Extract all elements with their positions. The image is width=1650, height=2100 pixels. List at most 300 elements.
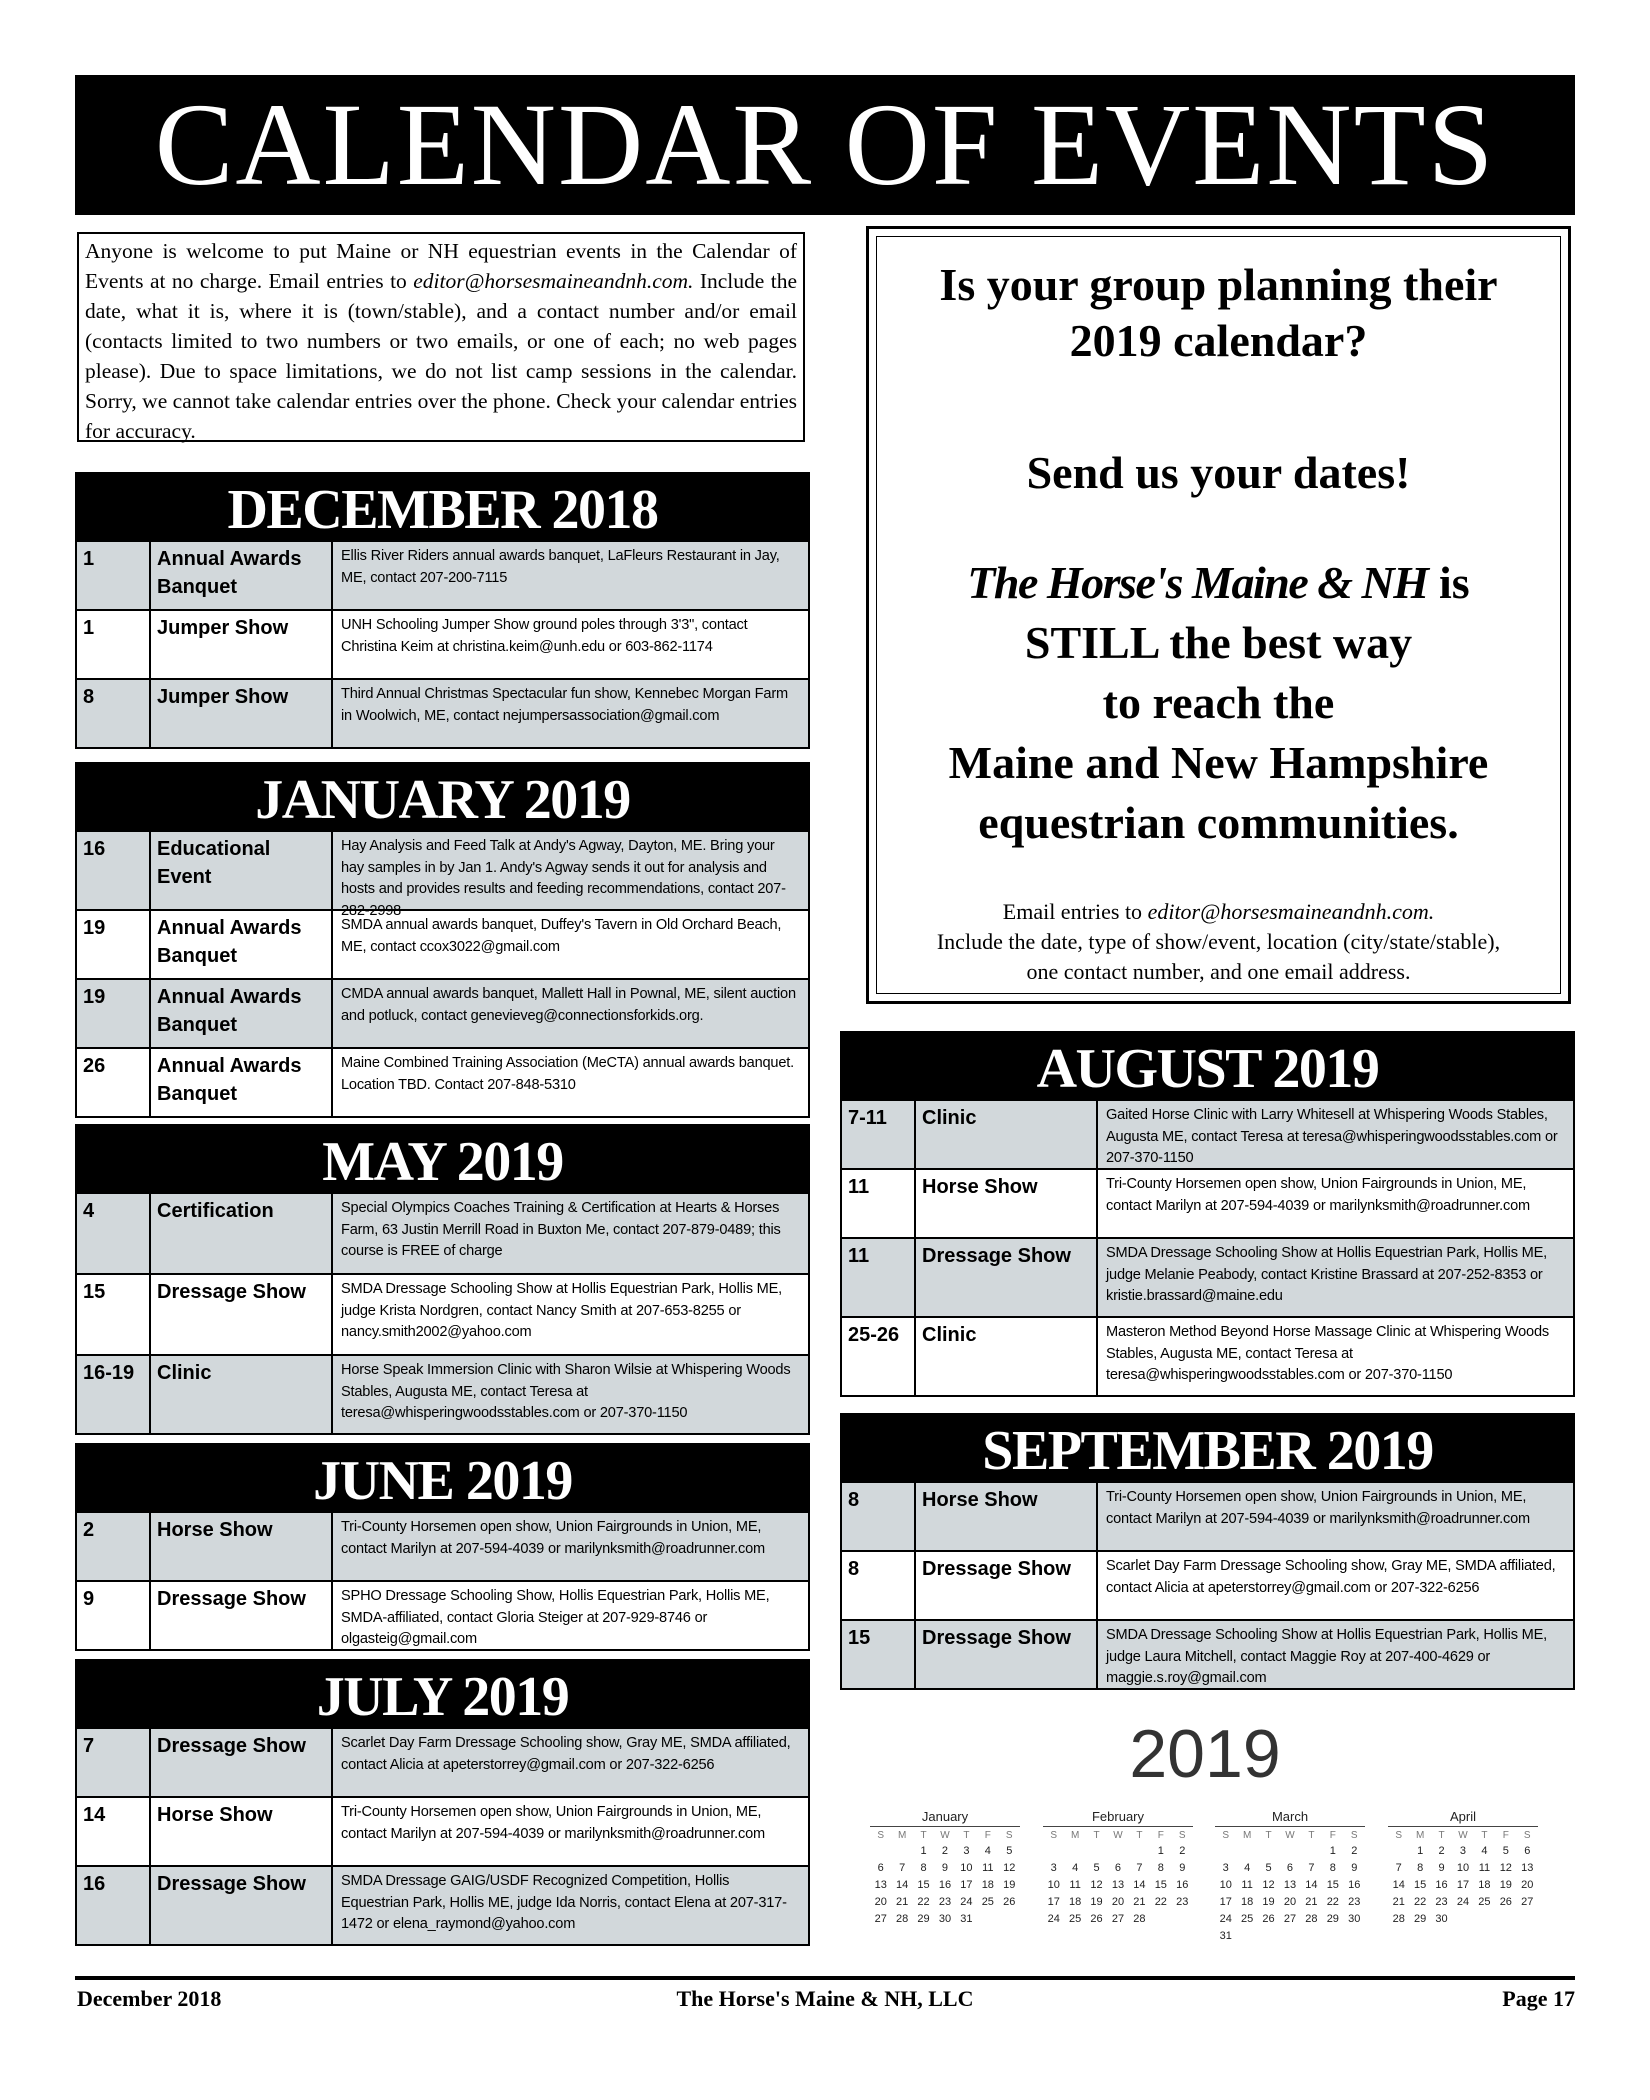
month-title: JUNE 2019 xyxy=(75,1443,810,1513)
calendar-day: 24 xyxy=(1219,1913,1232,1925)
calendar-day: 12 xyxy=(1090,1879,1103,1891)
intro-email[interactable]: editor@horsesmaineandnh.com. xyxy=(413,269,694,293)
month-title: JANUARY 2019 xyxy=(75,762,810,832)
calendar-day: 19 xyxy=(1262,1896,1275,1908)
month-title: DECEMBER 2018 xyxy=(75,472,810,542)
event-date: 19 xyxy=(77,911,151,978)
calendar-day: 14 xyxy=(1392,1879,1405,1891)
event-date: 7 xyxy=(77,1729,151,1796)
calendar-day: 6 xyxy=(1114,1862,1122,1874)
calendar-day: 16 xyxy=(1435,1879,1448,1891)
calendar-day: 4 xyxy=(984,1845,991,1857)
calendar-day: 6 xyxy=(1524,1845,1531,1857)
weekday-label: F xyxy=(1157,1830,1164,1841)
event-row xyxy=(77,1273,808,1354)
footer-date: December 2018 xyxy=(77,1986,222,2011)
mini-calendar-month-name: March xyxy=(1215,1808,1365,1827)
calendar-day xyxy=(1043,1843,1064,1860)
month-title: SEPTEMBER 2019 xyxy=(840,1413,1575,1483)
calendar-day: 12 xyxy=(1499,1862,1512,1874)
event-list xyxy=(75,832,810,1118)
calendar-day: 20 xyxy=(1111,1896,1125,1908)
intro-box xyxy=(77,232,805,442)
mini-calendar-month xyxy=(870,1808,1020,1928)
calendar-day: 8 xyxy=(1329,1862,1336,1874)
calendar-day: 23 xyxy=(938,1896,952,1908)
event-date: 4 xyxy=(77,1194,151,1273)
promo-body-line-5: equestrian communities. xyxy=(978,797,1459,848)
event-type: Horse Show xyxy=(151,1798,333,1865)
calendar-day: 20 xyxy=(874,1896,887,1908)
calendar-day xyxy=(1279,1843,1300,1860)
event-description: Maine Combined Training Association (MeCTA) annual awards banquet. Location TBD. Contact 207-848-5310 xyxy=(341,1055,794,1093)
event-date: 1 xyxy=(77,542,151,609)
event-description: UNH Schooling Jumper Show ground poles through 3'3", contact Christina Keim at christina.keim@unh.edu or 603-862-1174 xyxy=(341,617,748,655)
event-row xyxy=(77,909,808,978)
footer-rule xyxy=(75,1976,1575,1980)
calendar-day: 15 xyxy=(1414,1879,1427,1891)
calendar-day: 16 xyxy=(1176,1879,1189,1891)
weekday-label: F xyxy=(984,1830,991,1841)
event-row xyxy=(842,1550,1573,1619)
weekday-label: W xyxy=(1285,1830,1295,1841)
weekday-label: T xyxy=(1136,1830,1143,1841)
calendar-day: 27 xyxy=(1283,1913,1297,1925)
calendar-day: 6 xyxy=(877,1862,884,1874)
event-row xyxy=(842,1316,1573,1395)
weekday-label: T xyxy=(1093,1830,1100,1841)
calendar-day xyxy=(1107,1843,1128,1860)
mini-calendar-month xyxy=(1043,1808,1193,1928)
calendar-day: 29 xyxy=(917,1913,930,1925)
event-date: 15 xyxy=(842,1621,916,1688)
month-section xyxy=(75,1124,810,1435)
weekday-label: S xyxy=(1222,1830,1230,1841)
event-description: Horse Speak Immersion Clinic with Sharon Wilsie at Whispering Woods Stables, Augusta ME, contact Teresa at teresa@whisperingwoodsstables.com or 207-370-1150 xyxy=(341,1362,791,1421)
month-section xyxy=(75,472,810,749)
calendar-day xyxy=(1215,1843,1236,1860)
weekday-label: T xyxy=(1438,1830,1445,1841)
calendar-day: 3 xyxy=(1050,1862,1057,1874)
mini-calendar-month-name: January xyxy=(870,1808,1020,1827)
event-row xyxy=(77,609,808,678)
month-section xyxy=(840,1031,1575,1397)
calendar-day xyxy=(1452,1911,1473,1928)
promo-email[interactable]: editor@horsesmaineandnh.com. xyxy=(1147,899,1435,924)
calendar-day: 7 xyxy=(1308,1862,1315,1874)
calendar-day: 22 xyxy=(917,1896,930,1908)
calendar-day xyxy=(1517,1911,1538,1928)
calendar-day: 7 xyxy=(899,1862,906,1874)
calendar-day: 11 xyxy=(982,1862,994,1874)
event-type: Horse Show xyxy=(916,1170,1098,1237)
calendar-day: 4 xyxy=(1072,1862,1079,1874)
event-type: Dressage Show xyxy=(151,1275,333,1354)
calendar-day: 31 xyxy=(960,1913,973,1925)
event-row xyxy=(842,1168,1573,1237)
event-row xyxy=(77,542,808,609)
weekday-label: T xyxy=(1265,1830,1272,1841)
month-title: JULY 2019 xyxy=(75,1659,810,1729)
calendar-day: 24 xyxy=(1456,1896,1470,1908)
calendar-day: 2 xyxy=(1179,1845,1186,1857)
event-row xyxy=(77,1796,808,1865)
calendar-day: 4 xyxy=(1481,1845,1488,1857)
weekday-label: T xyxy=(1481,1830,1488,1841)
event-description: SMDA Dressage GAIG/USDF Recognized Competition, Hollis Equestrian Park, Hollis ME, judge Ida Norris, contact Elena at 207-317-1472 or elena_raymond@yahoo.com xyxy=(341,1873,787,1932)
event-date: 8 xyxy=(842,1483,916,1550)
event-description: Tri-County Horsemen open show, Union Fairgrounds in Union, ME, contact Marilyn at 207-594-4039 or marilynksmith@roadrunner.com xyxy=(1106,1489,1531,1527)
calendar-day: 9 xyxy=(1179,1862,1186,1874)
promo-heading xyxy=(877,257,1560,369)
calendar-day xyxy=(870,1843,891,1860)
calendar-day: 25 xyxy=(1241,1913,1254,1925)
calendar-day: 11 xyxy=(1069,1879,1081,1891)
publication-name: The Horse's Maine & NH xyxy=(967,557,1428,608)
weekday-label: T xyxy=(920,1830,927,1841)
calendar-day: 5 xyxy=(1093,1862,1100,1874)
calendar-day: 9 xyxy=(1438,1862,1445,1874)
calendar-day: 15 xyxy=(1326,1879,1339,1891)
event-date: 8 xyxy=(842,1552,916,1619)
calendar-day xyxy=(1344,1928,1365,1945)
event-type: Dressage Show xyxy=(916,1552,1098,1619)
event-date: 26 xyxy=(77,1049,151,1116)
calendar-day xyxy=(1388,1843,1409,1860)
calendar-day xyxy=(1258,1843,1279,1860)
calendar-day: 19 xyxy=(1499,1879,1512,1891)
event-type: Jumper Show xyxy=(151,680,333,747)
calendar-day: 29 xyxy=(1414,1913,1427,1925)
page-title: CALENDAR OF EVENTS xyxy=(75,75,1575,215)
calendar-day: 19 xyxy=(1003,1879,1016,1891)
promo-body-line-2: STILL the best way xyxy=(1024,617,1413,668)
event-date: 1 xyxy=(77,611,151,678)
calendar-day: 12 xyxy=(1003,1862,1016,1874)
event-date: 19 xyxy=(77,980,151,1047)
calendar-day: 28 xyxy=(1392,1913,1405,1925)
calendar-day: 24 xyxy=(1047,1913,1060,1925)
event-description: SMDA annual awards banquet, Duffey's Tavern in Old Orchard Beach, ME, contact ccox3022@gmail.com xyxy=(341,917,782,955)
promo-body xyxy=(877,553,1560,853)
calendar-day: 5 xyxy=(1502,1845,1509,1857)
promo-body-line-4: Maine and New Hampshire xyxy=(948,737,1489,788)
calendar-day: 12 xyxy=(1262,1879,1275,1891)
calendar-day: 21 xyxy=(896,1896,909,1908)
calendar-day: 23 xyxy=(1435,1896,1448,1908)
promo-footer-line-3: one contact number, and one email address. xyxy=(1026,959,1411,984)
event-row xyxy=(842,1237,1573,1316)
event-description: SMDA Dressage Schooling Show at Hollis Equestrian Park, Hollis ME, judge Laura Mitchell, contact Maggie Roy at 207-400-4629 or maggie.s.roy@gmail.com xyxy=(1106,1627,1548,1686)
mini-calendar-month-name: February xyxy=(1043,1808,1193,1827)
weekday-label: W xyxy=(1458,1830,1468,1841)
calendar-day: 17 xyxy=(960,1879,973,1891)
event-type: Jumper Show xyxy=(151,611,333,678)
calendar-day: 22 xyxy=(1414,1896,1427,1908)
calendar-day: 26 xyxy=(1262,1913,1275,1925)
calendar-day xyxy=(1474,1911,1495,1928)
event-row xyxy=(842,1619,1573,1688)
calendar-day: 27 xyxy=(1521,1896,1534,1908)
promo-send: Send us your dates! xyxy=(1026,447,1411,498)
calendar-day: 28 xyxy=(1133,1913,1146,1925)
calendar-day xyxy=(1301,1928,1322,1945)
calendar-day: 13 xyxy=(1521,1862,1534,1874)
weekday-label: S xyxy=(1395,1830,1403,1841)
calendar-day xyxy=(1301,1843,1322,1860)
calendar-day xyxy=(1279,1928,1300,1945)
month-section xyxy=(75,1659,810,1946)
weekday-label: M xyxy=(897,1830,907,1841)
event-date: 8 xyxy=(77,680,151,747)
weekday-label: W xyxy=(1113,1830,1123,1841)
event-row xyxy=(77,1354,808,1433)
weekday-label: S xyxy=(1005,1830,1013,1841)
event-list xyxy=(75,542,810,749)
calendar-day xyxy=(1495,1911,1516,1928)
calendar-day: 18 xyxy=(1069,1896,1082,1908)
event-row xyxy=(77,978,808,1047)
event-row xyxy=(842,1483,1573,1550)
calendar-day xyxy=(1236,1843,1257,1860)
promo-footer xyxy=(877,897,1560,987)
event-description: Gaited Horse Clinic with Larry Whitesell at Whispering Woods Stables, Augusta ME, contact Teresa at teresa@whisperingwoodsstables.com or 207-370-1150 xyxy=(1106,1107,1558,1166)
event-description: Hay Analysis and Feed Talk at Andy's Agway, Dayton, ME. Bring your hay samples in by Jan 1. Andy's Agway sends it out for analysis and hosts and provides results and feeding recommendations, contact 207-282-2998 xyxy=(341,838,786,919)
event-description: Scarlet Day Farm Dressage Schooling show, Gray ME, SMDA affiliated, contact Alicia at apeterstorrey@gmail.com or 207-322-6256 xyxy=(1106,1558,1556,1596)
event-date: 2 xyxy=(77,1513,151,1580)
calendar-day: 29 xyxy=(1326,1913,1339,1925)
event-row xyxy=(77,1580,808,1649)
calendar-day: 2 xyxy=(941,1845,949,1857)
event-description: Tri-County Horsemen open show, Union Fairgrounds in Union, ME, contact Marilyn at 207-594-4039 or marilynksmith@roadrunner.com xyxy=(1106,1176,1531,1214)
calendar-day: 5 xyxy=(1265,1862,1272,1874)
calendar-day: 9 xyxy=(1351,1862,1358,1874)
calendar-day: 14 xyxy=(896,1879,909,1891)
promo-heading-line-1: Is your group planning their xyxy=(939,259,1498,310)
calendar-day: 1 xyxy=(920,1845,927,1857)
event-type: Annual Awards Banquet xyxy=(151,911,333,978)
event-date: 15 xyxy=(77,1275,151,1354)
calendar-day: 8 xyxy=(1417,1862,1424,1874)
event-row xyxy=(77,1729,808,1796)
weekday-label: S xyxy=(1523,1830,1531,1841)
event-date: 11 xyxy=(842,1170,916,1237)
calendar-day: 25 xyxy=(1069,1913,1082,1925)
event-list xyxy=(75,1729,810,1946)
event-description: Ellis River Riders annual awards banquet, LaFleurs Restaurant in Jay, ME, contact 207-200-7115 xyxy=(341,548,780,586)
calendar-day: 16 xyxy=(1348,1879,1361,1891)
calendar-day: 2 xyxy=(1438,1845,1445,1857)
calendar-day: 8 xyxy=(920,1862,927,1874)
calendar-day: 13 xyxy=(874,1879,887,1891)
event-description: Third Annual Christmas Spectacular fun show, Kennebec Morgan Farm in Woolwich, ME, contact nejumpersassociation@gmail.com xyxy=(341,686,788,724)
event-row xyxy=(77,1865,808,1944)
event-type: Annual Awards Banquet xyxy=(151,542,333,609)
event-date: 11 xyxy=(842,1239,916,1316)
calendar-day xyxy=(1172,1911,1193,1928)
event-description: Tri-County Horsemen open show, Union Fairgrounds in Union, ME, contact Marilyn at 207-594-4039 or marilynksmith@roadrunner.com xyxy=(341,1804,766,1842)
weekday-label: T xyxy=(963,1830,970,1841)
calendar-day: 27 xyxy=(1111,1913,1125,1925)
event-date: 16 xyxy=(77,1867,151,1944)
calendar-day: 27 xyxy=(874,1913,887,1925)
calendar-day: 10 xyxy=(1047,1879,1060,1891)
weekday-label: F xyxy=(1329,1830,1336,1841)
event-list xyxy=(840,1483,1575,1690)
calendar-day: 28 xyxy=(896,1913,909,1925)
footer-publisher: The Horse's Maine & NH, LLC xyxy=(676,1986,974,2011)
month-section xyxy=(75,762,810,1118)
event-type: Clinic xyxy=(151,1356,333,1433)
event-row xyxy=(77,678,808,747)
event-date: 9 xyxy=(77,1582,151,1649)
event-type: Dressage Show xyxy=(151,1867,333,1944)
calendar-day xyxy=(1258,1928,1279,1945)
calendar-day: 20 xyxy=(1283,1896,1297,1908)
calendar-day xyxy=(1322,1928,1343,1945)
event-type: Dressage Show xyxy=(916,1621,1098,1688)
calendar-day: 18 xyxy=(1241,1896,1254,1908)
calendar-day: 1 xyxy=(1329,1845,1336,1857)
month-title: MAY 2019 xyxy=(75,1124,810,1194)
calendar-day: 13 xyxy=(1111,1879,1125,1891)
calendar-day: 6 xyxy=(1286,1862,1294,1874)
calendar-day: 23 xyxy=(1348,1896,1361,1908)
calendar-day: 16 xyxy=(938,1879,952,1891)
promo-footer-line-2: Include the date, type of show/event, location (city/state/stable), xyxy=(936,929,1501,954)
promo-body-line-3: to reach the xyxy=(1102,677,1335,728)
event-row xyxy=(77,1513,808,1580)
weekday-label: S xyxy=(1350,1830,1358,1841)
event-row xyxy=(77,1047,808,1116)
calendar-day xyxy=(1129,1843,1150,1860)
event-list xyxy=(840,1101,1575,1397)
weekday-label: S xyxy=(1178,1830,1186,1841)
weekday-label: M xyxy=(1242,1830,1252,1841)
event-type: Dressage Show xyxy=(151,1729,333,1796)
event-description: SMDA Dressage Schooling Show at Hollis Equestrian Park, Hollis ME, judge Melanie Peabody, contact Kristine Brassard at 207-252-8353 or kristie.brassard@maine.edu xyxy=(1106,1245,1548,1304)
calendar-day: 19 xyxy=(1090,1896,1103,1908)
calendar-day: 26 xyxy=(1499,1896,1512,1908)
event-type: Clinic xyxy=(916,1101,1098,1168)
calendar-day: 9 xyxy=(941,1862,949,1874)
calendar-day: 1 xyxy=(1157,1845,1164,1857)
calendar-day: 31 xyxy=(1219,1930,1232,1942)
weekday-label: S xyxy=(1050,1830,1058,1841)
calendar-day: 17 xyxy=(1456,1879,1470,1891)
month-section xyxy=(840,1413,1575,1690)
calendar-day: 7 xyxy=(1395,1862,1402,1874)
mini-calendar-month xyxy=(1215,1808,1365,1945)
calendar-day xyxy=(891,1843,912,1860)
calendar-day: 13 xyxy=(1283,1879,1297,1891)
weekday-label: T xyxy=(1308,1830,1315,1841)
event-list xyxy=(75,1194,810,1435)
month-title: AUGUST 2019 xyxy=(840,1031,1575,1101)
calendar-day: 30 xyxy=(1435,1913,1448,1925)
event-date: 16 xyxy=(77,832,151,909)
promo-box xyxy=(866,226,1571,1004)
weekday-label: W xyxy=(940,1830,950,1841)
calendar-day: 25 xyxy=(1478,1896,1491,1908)
promo-footer-prefix: Email entries to xyxy=(1002,899,1148,924)
calendar-day: 22 xyxy=(1154,1896,1167,1908)
event-date: 14 xyxy=(77,1798,151,1865)
calendar-day: 7 xyxy=(1136,1862,1143,1874)
calendar-day: 30 xyxy=(938,1913,952,1925)
calendar-day: 3 xyxy=(963,1845,970,1857)
calendar-day: 24 xyxy=(960,1896,973,1908)
event-description: CMDA annual awards banquet, Mallett Hall in Pownal, ME, silent auction and potluck, contact genevieveg@connectionsforkids.org. xyxy=(341,986,796,1024)
event-date: 16-19 xyxy=(77,1356,151,1433)
promo-is: is xyxy=(1427,557,1470,608)
calendar-day xyxy=(1236,1928,1257,1945)
event-type: Dressage Show xyxy=(916,1239,1098,1316)
calendar-day xyxy=(1086,1843,1107,1860)
calendar-day: 11 xyxy=(1478,1862,1491,1874)
mini-calendar-month-name: April xyxy=(1388,1808,1538,1827)
event-description: Scarlet Day Farm Dressage Schooling show, Gray ME, SMDA affiliated, contact Alicia at apeterstorrey@gmail.com or 207-322-6256 xyxy=(341,1735,791,1773)
calendar-day: 14 xyxy=(1133,1879,1146,1891)
event-description: SPHO Dressage Schooling Show, Hollis Equestrian Park, Hollis ME, SMDA-affiliated, contact Gloria Steiger at 207-929-8746 or olgasteig@gmail.com xyxy=(341,1588,770,1647)
calendar-day: 18 xyxy=(1478,1879,1491,1891)
calendar-day: 21 xyxy=(1305,1896,1318,1908)
event-list xyxy=(75,1513,810,1651)
calendar-day: 25 xyxy=(981,1896,994,1908)
event-type: Annual Awards Banquet xyxy=(151,1049,333,1116)
event-description: Tri-County Horsemen open show, Union Fairgrounds in Union, ME, contact Marilyn at 207-594-4039 or marilynksmith@roadrunner.com xyxy=(341,1519,766,1557)
intro-text-start: Anyone is welcome to put Maine or NH equestrian events in the Calendar of Events at no charge. Email entries to xyxy=(85,239,797,293)
calendar-day: 23 xyxy=(1176,1896,1189,1908)
event-type: Clinic xyxy=(916,1318,1098,1395)
event-type: Educational Event xyxy=(151,832,333,909)
event-date: 7-11 xyxy=(842,1101,916,1168)
calendar-day: 14 xyxy=(1305,1879,1318,1891)
calendar-day: 1 xyxy=(1417,1845,1424,1857)
calendar-day: 4 xyxy=(1244,1862,1251,1874)
event-description: SMDA Dressage Schooling Show at Hollis Equestrian Park, Hollis ME, judge Krista Nordgren, contact Nancy Smith at 207-653-8255 or nancy.smith2002@yahoo.com xyxy=(341,1281,783,1340)
calendar-year: 2019 xyxy=(1129,1716,1281,1792)
calendar-day: 15 xyxy=(1154,1879,1167,1891)
calendar-day: 30 xyxy=(1348,1913,1361,1925)
calendar-day: 26 xyxy=(1003,1896,1016,1908)
calendar-day: 18 xyxy=(981,1879,994,1891)
calendar-day: 17 xyxy=(1219,1896,1232,1908)
calendar-day: 8 xyxy=(1157,1862,1164,1874)
calendar-day: 15 xyxy=(917,1879,930,1891)
event-description: Masteron Method Beyond Horse Massage Clinic at Whispering Woods Stables, Augusta ME, contact Teresa at teresa@whisperingwoodsstables.com or 207-370-1150 xyxy=(1106,1324,1549,1383)
calendar-day: 3 xyxy=(1459,1845,1467,1857)
event-type: Horse Show xyxy=(916,1483,1098,1550)
calendar-day: 3 xyxy=(1222,1862,1229,1874)
weekday-label: S xyxy=(877,1830,885,1841)
calendar-day xyxy=(1150,1911,1171,1928)
weekday-label: M xyxy=(1070,1830,1080,1841)
month-section xyxy=(75,1443,810,1651)
mini-calendar-month xyxy=(1388,1808,1538,1928)
calendar-day: 22 xyxy=(1326,1896,1339,1908)
event-date: 25-26 xyxy=(842,1318,916,1395)
calendar-day: 2 xyxy=(1351,1845,1358,1857)
calendar-day: 21 xyxy=(1392,1896,1405,1908)
calendar-day: 10 xyxy=(1219,1879,1232,1891)
calendar-day: 17 xyxy=(1047,1896,1060,1908)
event-description: Special Olympics Coaches Training & Certification at Hearts & Horses Farm, 63 Justin Merrill Road in Buxton Me, contact 207-879-0489; this course is FREE of charge xyxy=(341,1200,781,1259)
calendar-day: 5 xyxy=(1006,1845,1013,1857)
event-type: Annual Awards Banquet xyxy=(151,980,333,1047)
event-type: Horse Show xyxy=(151,1513,333,1580)
event-type: Certification xyxy=(151,1194,333,1273)
